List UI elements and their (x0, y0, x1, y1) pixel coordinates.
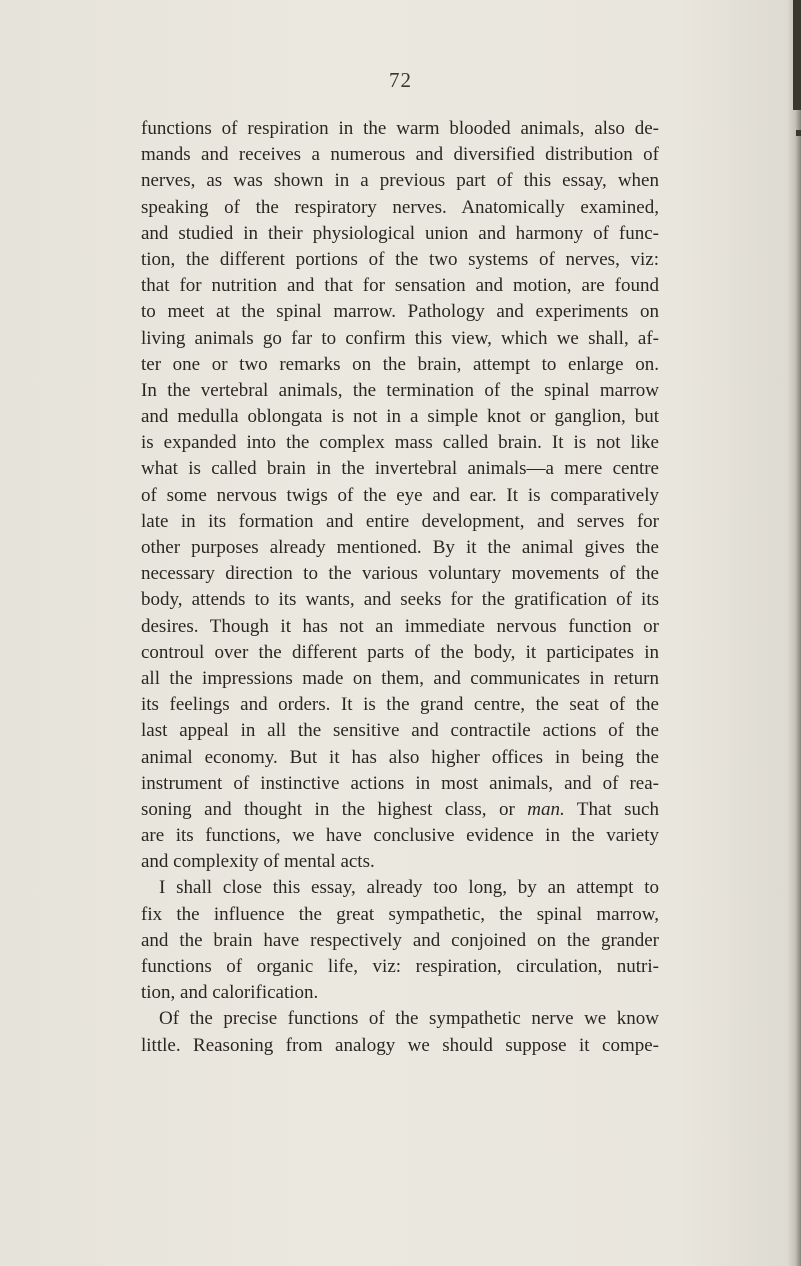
text-line: other purposes already mentioned. By it the animal gives the (141, 537, 659, 558)
text-line (141, 797, 659, 823)
text-line: animal economy. But it has also higher offices in being the (141, 746, 659, 768)
text-line: In the vertebral animals, the termination of the spinal marrow (141, 379, 659, 401)
body-text (141, 116, 659, 1059)
text-line: desires. Though it has not an immediate nervous function or (141, 615, 659, 637)
text-line: and medulla oblongata is not in a simple knot or ganglion, but (141, 406, 659, 428)
text-segment: soning and thought in the highest class, or (141, 798, 515, 820)
text-line: tion, and calorification. (141, 982, 319, 1004)
text-line: what is called brain in the invertebral animals—a mere centre (141, 458, 659, 480)
text-line: and complexity of mental acts. (141, 851, 375, 873)
text-line: tion, the different portions of the two systems of nerves, viz: (141, 248, 659, 270)
text-line: necessary direction to the various voluntary movements of the (141, 563, 659, 585)
text-line: and the brain have respectively and conjoined on the grander (141, 929, 659, 951)
text-line: body, attends to its wants, and seeks for the gratification of its (141, 589, 659, 611)
text-line: instrument of instinctive actions in most animals, and of rea- (141, 772, 659, 794)
text-line: I shall close this essay, already too long, by an attempt to (159, 877, 659, 899)
text-line: of some nervous twigs of the eye and ear. It is comparatively (141, 484, 659, 506)
text-line: all the impressions made on them, and communicates in return (141, 667, 659, 689)
text-line: ter one or two remarks on the brain, attempt to enlarge on. (141, 353, 659, 375)
page-edge-mark (793, 0, 801, 110)
text-line: mands and receives a numerous and diversified distribution of (141, 144, 659, 166)
text-line: its feelings and orders. It is the grand centre, the seat of the (141, 694, 659, 716)
text-line: nerves, as was shown in a previous part of this essay, when (141, 170, 659, 192)
italic-word: man. (527, 798, 565, 820)
text-segment: That such (576, 798, 659, 820)
text-line: functions of respiration in the warm blooded animals, also de- (141, 118, 659, 139)
text-line: fix the influence the great sympathetic, the spinal marrow, (141, 903, 659, 925)
text-line: Of the precise functions of the sympathetic nerve we know (159, 1008, 659, 1030)
page-edge-mark (796, 130, 801, 136)
text-line: that for nutrition and that for sensation and motion, are found (141, 275, 659, 297)
text-line: speaking of the respiratory nerves. Anatomically examined, (141, 196, 659, 218)
text-line: and studied in their physiological union and harmony of func- (141, 222, 659, 244)
text-line: living animals go far to confirm this view, which we shall, af- (141, 327, 659, 349)
text-line: functions of organic life, viz: respiration, circulation, nutri- (141, 956, 659, 977)
text-line: are its functions, we have conclusive evidence in the variety (141, 825, 659, 847)
page-edge-shadow (787, 0, 801, 1266)
text-line: little. Reasoning from analogy we should suppose it compe- (141, 1034, 659, 1056)
text-line: late in its formation and entire development, and serves for (141, 510, 659, 532)
text-line: to meet at the spinal marrow. Pathology and experiments on (141, 301, 659, 323)
text-line: controul over the different parts of the body, it participates in (141, 641, 659, 663)
page-number: 72 (389, 68, 412, 92)
text-line: last appeal in all the sensitive and contractile actions of the (141, 720, 659, 742)
text-line: is expanded into the complex mass called brain. It is not like (141, 432, 659, 454)
